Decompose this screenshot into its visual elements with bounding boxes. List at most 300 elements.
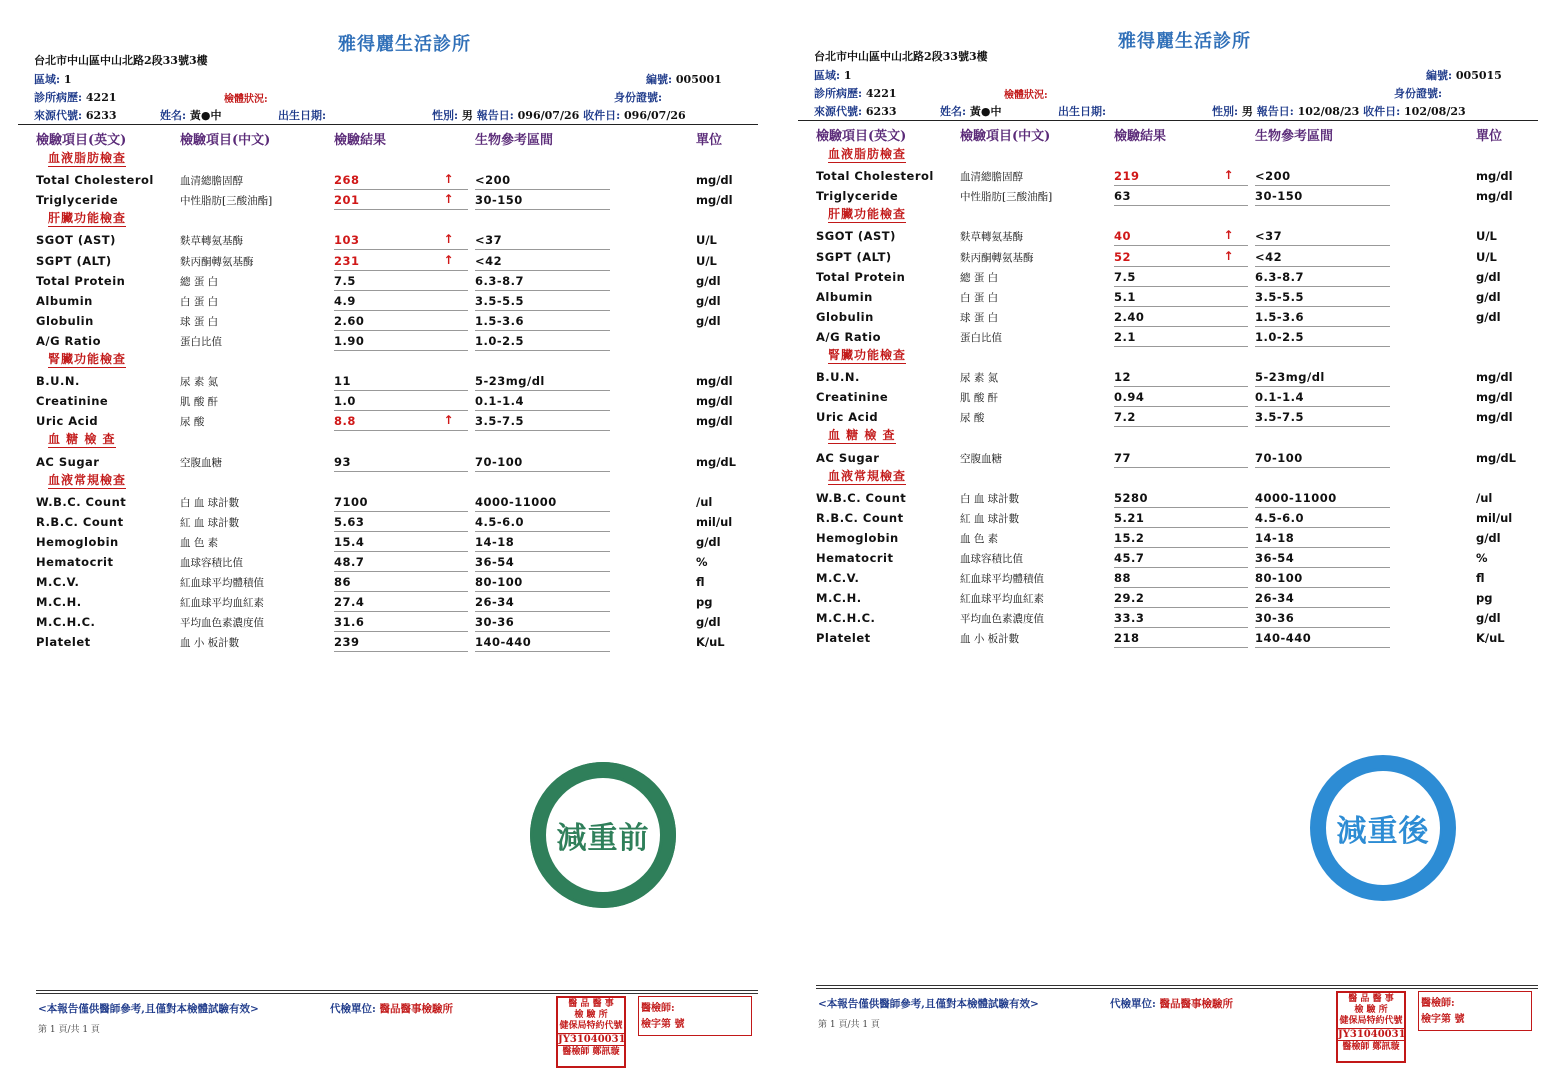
result-value: 0.94 [1114,390,1145,405]
test-unit: g/dl [696,534,721,549]
test-unit: mg/dl [696,173,733,188]
test-result [334,635,468,652]
sample-condition-label: 檢體狀況: [1004,90,1048,101]
col-header-result: 檢驗結果 [334,133,387,148]
test-name-chinese: 空腹血糖 [180,456,222,469]
result-row [18,251,758,271]
footer-lab-unit [330,1001,453,1016]
name-value: 黃●中 [189,109,222,122]
result-value: 219 [1114,169,1140,184]
result-row [18,371,758,391]
region-value: 1 [843,69,852,82]
test-name-english: AC Sugar [816,450,880,465]
col-header-unit: 單位 [696,133,723,148]
sex-date-field [1212,103,1466,119]
source-field [814,103,897,119]
result-row [798,508,1538,528]
test-name-english: Creatinine [36,394,109,409]
test-name-english: W.B.C. Count [36,494,127,509]
test-name-english: Platelet [36,635,91,650]
test-name-english: Globulin [36,313,94,328]
result-value: 48.7 [334,555,365,569]
test-name-chinese: 白 蛋 白 [960,291,999,304]
result-row [18,632,758,652]
test-unit: mg/dl [1476,169,1513,184]
test-name-english: Creatinine [816,390,889,405]
report-date-label: 報告日: [1256,105,1294,118]
region-field [814,67,852,83]
clinic-address: 台北市中山區中山北路2段33號3樓 [814,50,988,63]
lab-report-before [18,0,773,1080]
test-result [334,334,468,351]
result-row [798,488,1538,508]
seal-line-3: 健保局特約代號 [559,1021,623,1031]
col-header-unit: 單位 [1476,129,1503,144]
test-result [1114,511,1248,528]
test-name-chinese: 紅血球平均血紅素 [180,597,264,610]
test-unit: g/dl [696,273,721,288]
test-name-chinese: 尿 酸 [960,412,985,425]
test-name-chinese: 血球容積比值 [960,553,1023,565]
test-result [334,455,468,472]
name-field [940,103,1002,119]
test-name-chinese: 蛋白比值 [960,331,1002,344]
test-name-english: M.C.V. [36,575,80,590]
receive-date-label: 收件日: [1363,105,1401,118]
reference-range: 140-440 [475,635,610,652]
test-unit: pg [696,595,713,610]
result-value: 239 [334,635,360,650]
reference-range: 3.5-5.5 [1255,290,1390,307]
test-name-chinese: 紅血球平均體積值 [960,573,1044,586]
col-header-result: 檢驗結果 [1114,129,1167,144]
section-title: 血液常規檢查 [48,472,127,487]
test-name-chinese: 紅血球平均體積值 [180,577,264,590]
test-name-chinese: 麩丙酮轉氨基酶 [960,251,1034,264]
result-row [18,331,758,351]
test-unit: /ul [1476,490,1493,505]
footer-lab-unit [1110,996,1233,1011]
test-name-english: SGPT (ALT) [36,253,112,268]
result-value: 27.4 [334,595,365,610]
result-row [798,166,1538,186]
test-name-english: Total Protein [36,273,126,288]
record-value: 4221 [85,91,117,104]
reference-range: <37 [1255,229,1390,246]
test-name-english: B.U.N. [816,370,860,385]
test-unit: fl [696,575,705,590]
test-unit: g/dl [1476,530,1501,545]
footer-note: <本報告僅供醫師參考,且僅對本檢體試驗有效> [38,1003,259,1015]
result-row [18,572,758,592]
result-value: 15.4 [334,534,365,549]
test-name-english: M.C.H.C. [816,611,876,626]
reference-range: 5-23mg/dl [1255,370,1390,387]
test-unit: U/L [696,233,717,248]
test-result [1114,591,1248,608]
sample-condition-label: 檢體狀況: [224,94,268,105]
serial-value: 005015 [1455,69,1502,82]
test-unit: g/dl [1476,611,1501,626]
test-result [334,414,468,431]
test-name-chinese: 紅血球平均血紅素 [960,593,1044,606]
reference-range: <200 [475,173,610,190]
result-row [18,411,758,431]
seal-code: JY31040031 [558,1034,626,1045]
reference-range: 3.5-7.5 [1255,410,1390,427]
reference-range: 1.5-3.6 [475,314,610,331]
test-unit: % [1476,551,1488,565]
receive-date-value: 102/08/23 [1404,105,1466,118]
test-name-chinese: 紅 血 球計數 [180,516,240,529]
seal-line-2: 檢 驗 所 [1354,1005,1388,1015]
result-row [798,568,1538,588]
result-row [18,612,758,632]
test-name-english: AC Sugar [36,454,100,469]
reference-range: 30-150 [1255,189,1390,206]
result-value: 1.90 [334,333,365,348]
test-name-english: M.C.H. [816,591,862,606]
test-name-chinese: 麩草轉氨基酶 [960,231,1023,244]
reference-range: 36-54 [475,555,610,572]
footer-lab-name: 醫品醫事檢驗所 [1159,998,1234,1010]
reference-range: 4000-11000 [1255,491,1390,508]
test-name-english: Hemoglobin [36,534,119,549]
result-row [18,592,758,612]
test-name-chinese: 血 小 板計數 [180,637,240,650]
name-label: 姓名: [940,105,967,118]
receive-date-label: 收件日: [583,109,621,122]
high-flag-icon: ↑ [1223,168,1234,183]
result-value: 7.5 [1114,269,1136,284]
reference-range: 30-36 [1255,611,1390,628]
weight-loss-stamp-after [1310,755,1456,901]
test-unit: mg/dL [696,454,736,469]
result-value: 88 [1114,571,1132,586]
col-header-english: 檢驗項目(英文) [36,133,127,148]
test-unit: g/dl [1476,289,1501,304]
test-unit: g/dl [696,293,721,308]
test-name-chinese: 血 小 板計數 [960,633,1020,646]
serial-label: 編號: [1426,69,1453,82]
reference-range: <42 [1255,250,1390,267]
clinic-address: 台北市中山區中山北路2段33號3樓 [34,54,208,67]
seal-line-3: 健保局特約代號 [1339,1016,1403,1026]
result-row [18,271,758,291]
test-name-chinese: 血 色 素 [960,532,999,545]
clinic-title: 雅得麗生活診所 [338,34,471,55]
result-row [798,548,1538,568]
test-unit: U/L [1476,249,1497,264]
seal-code: JY31040031 [1338,1029,1406,1040]
inspector-box [1418,991,1532,1031]
record-field [814,85,897,101]
test-name-english: Platelet [816,631,871,646]
record-value: 4221 [865,87,897,100]
test-name-english: Albumin [816,289,873,304]
region-field [34,71,72,87]
test-result [1114,611,1248,628]
test-name-chinese: 血清總膽固醇 [180,175,243,188]
region-label: 區域: [814,69,841,82]
col-header-reference: 生物參考區間 [475,133,554,148]
test-result [1114,551,1248,568]
test-unit: mil/ul [1476,510,1513,525]
result-value: 103 [334,233,360,248]
result-row [798,327,1538,347]
test-result [1114,451,1248,468]
test-name-chinese: 平均血色素濃度值 [960,613,1044,626]
test-name-english: Total Cholesterol [816,169,934,184]
footer-divider [36,990,758,991]
test-result [334,173,468,190]
test-result [1114,330,1248,347]
section-title: 腎臟功能檢查 [828,348,907,362]
result-value: 15.2 [1114,530,1145,545]
source-value: 6233 [85,109,117,122]
lab-seal [1336,991,1406,1063]
test-result [334,394,468,411]
test-unit: g/dl [696,615,721,630]
reference-range: 30-150 [475,193,610,210]
result-row [18,190,758,210]
result-row [798,528,1538,548]
reference-range: <42 [475,254,610,271]
inspector-label: 醫檢師: [1421,998,1455,1009]
seal-line-1: 醫 品 醫 事 [568,999,614,1009]
test-name-chinese: 平均血色素濃度值 [180,617,264,630]
stamp-text: 減重後 [1323,768,1443,888]
reference-range: 70-100 [475,455,610,472]
result-row [798,367,1538,387]
result-row [798,186,1538,206]
result-row [18,230,758,250]
reference-range: 5-23mg/dl [475,374,610,391]
test-unit: fl [1476,571,1485,586]
test-name-chinese: 尿 酸 [180,416,205,429]
footer-divider-2 [36,993,758,994]
test-unit: pg [1476,591,1493,606]
clinic-title: 雅得麗生活診所 [1118,31,1251,52]
test-result [1114,390,1248,407]
result-value: 2.60 [334,313,365,328]
test-unit: U/L [1476,229,1497,244]
test-name-chinese: 白 血 球計數 [960,492,1020,505]
result-value: 77 [1114,450,1132,465]
test-result [1114,491,1248,508]
high-flag-icon: ↑ [443,172,454,187]
test-unit: mg/dl [696,374,733,389]
test-unit: mg/dl [696,394,733,409]
page-number: 第 1 頁/共 1 頁 [38,1025,100,1035]
test-unit: mg/dl [696,414,733,429]
test-name-english: Hemoglobin [816,530,899,545]
result-value: 29.2 [1114,591,1145,606]
result-value: 31.6 [334,615,365,630]
test-name-chinese: 尿 素 氮 [180,376,219,389]
test-result [1114,531,1248,548]
test-result [334,595,468,612]
license-label: 檢字第 號 [641,1019,685,1030]
section-title: 血液脂肪檢查 [828,147,907,161]
test-name-chinese: 白 血 球計數 [180,496,240,509]
reference-range: 1.0-2.5 [475,334,610,351]
test-result [1114,370,1248,387]
test-name-chinese: 總 蛋 白 [180,275,219,288]
birth-label [278,107,326,123]
footer-divider-2 [816,988,1538,989]
test-name-english: Hematocrit [36,555,114,569]
seal-line-1: 醫 品 醫 事 [1348,994,1394,1004]
result-value: 7.5 [334,273,356,288]
sex-label: 性別: [1212,105,1239,118]
report-date-label: 報告日: [476,109,514,122]
test-name-chinese: 白 蛋 白 [180,295,219,308]
test-unit: U/L [696,253,717,268]
reference-range: 70-100 [1255,451,1390,468]
result-row [798,628,1538,648]
id-field [1394,85,1442,101]
serial-value: 005001 [675,73,722,86]
section-title: 血 糖 檢 查 [48,432,116,447]
test-name-chinese: 麩丙酮轉氨基酶 [180,255,254,268]
high-flag-icon: ↑ [443,413,454,428]
test-unit: % [696,555,708,569]
record-label: 診所病歷: [814,87,863,100]
name-value: 黃●中 [969,105,1002,118]
result-row [18,512,758,532]
stamp-text: 減重前 [543,775,663,895]
test-name-chinese: 蛋白比值 [180,335,222,348]
test-name-chinese: 中性脂肪[三酸油酯] [180,195,273,208]
serial-label: 編號: [646,73,673,86]
test-result [334,314,468,331]
test-unit: g/dl [1476,309,1501,324]
lab-report-after [798,0,1553,1080]
record-field [34,89,117,105]
test-result [1114,410,1248,427]
reference-range: 3.5-5.5 [475,294,610,311]
section-title: 腎臟功能檢查 [48,352,127,366]
test-result [334,615,468,632]
test-name-english: Hematocrit [816,551,894,565]
id-label: 身份證號: [614,91,663,104]
high-flag-icon: ↑ [443,252,454,267]
test-name-chinese: 總 蛋 白 [960,271,999,284]
test-result [334,575,468,592]
test-unit: K/uL [696,635,725,650]
page-number: 第 1 頁/共 1 頁 [818,1020,880,1030]
reference-range: 0.1-1.4 [1255,390,1390,407]
reference-range: 6.3-8.7 [1255,270,1390,287]
reference-range: 0.1-1.4 [475,394,610,411]
test-name-english: Triglyceride [816,189,899,204]
reference-range: <200 [1255,169,1390,186]
result-row [798,407,1538,427]
birth-label [1058,103,1106,119]
test-name-chinese: 球 蛋 白 [180,315,219,328]
high-flag-icon: ↑ [1223,248,1234,263]
reference-range: 80-100 [1255,571,1390,588]
test-name-chinese: 球 蛋 白 [960,311,999,324]
test-unit: /ul [696,494,713,509]
test-result [1114,631,1248,648]
result-value: 5280 [1114,490,1149,505]
test-unit: g/dl [696,313,721,328]
source-label: 來源代號: [34,109,83,122]
test-result [334,294,468,311]
result-row [18,170,758,190]
region-label: 區域: [34,73,61,86]
reference-range: 30-36 [475,615,610,632]
result-row [18,552,758,572]
test-result [334,274,468,291]
test-result [1114,270,1248,287]
reference-range: 6.3-8.7 [475,274,610,291]
section-title: 血液脂肪檢查 [48,151,127,165]
result-value: 201 [334,193,360,208]
test-name-chinese: 肌 酸 酐 [180,396,219,409]
result-row [798,387,1538,407]
seal-line-2: 檢 驗 所 [574,1010,608,1020]
result-value: 268 [334,173,360,188]
result-value: 218 [1114,631,1140,646]
test-name-chinese: 空腹血糖 [960,452,1002,465]
test-name-english: SGOT (AST) [816,229,896,244]
test-name-english: R.B.C. Count [816,510,904,525]
result-value: 4.9 [334,293,356,308]
footer-note: <本報告僅供醫師參考,且僅對本檢體試驗有效> [818,998,1039,1010]
result-row [798,287,1538,307]
test-result [1114,571,1248,588]
source-field [34,107,117,123]
result-value: 12 [1114,370,1132,385]
test-result [1114,229,1248,246]
report-date-value: 102/08/23 [1297,105,1360,118]
col-header-chinese: 檢驗項目(中文) [960,129,1051,144]
test-unit: mg/dl [1476,390,1513,405]
test-name-english: A/G Ratio [36,333,101,348]
section-title: 肝臟功能檢查 [828,207,907,222]
source-value: 6233 [865,105,897,118]
test-name-english: Total Cholesterol [36,173,154,188]
result-row [18,452,758,472]
reference-range: 14-18 [1255,531,1390,548]
result-value: 5.1 [1114,289,1136,304]
serial-field [1426,67,1502,83]
seal-bottom: 醫檢師 鄭訊璇 [1342,1042,1400,1052]
result-row [798,247,1538,267]
test-result [334,515,468,532]
result-row [18,532,758,552]
test-unit: mg/dl [1476,370,1513,385]
sex-date-field [432,107,686,123]
receive-date-value: 096/07/26 [624,109,686,122]
result-value: 231 [334,253,360,268]
test-result [1114,189,1248,206]
high-flag-icon: ↑ [1223,228,1234,243]
test-name-chinese: 血球容積比值 [180,557,243,569]
test-unit: g/dl [1476,269,1501,284]
result-value: 52 [1114,249,1132,264]
test-result [1114,310,1248,327]
result-row [798,226,1538,246]
result-value: 1.0 [334,394,356,409]
footer-lab-label: 代檢單位: [330,1003,376,1015]
test-result [334,555,468,572]
source-label: 來源代號: [814,105,863,118]
result-value: 7100 [334,494,369,509]
